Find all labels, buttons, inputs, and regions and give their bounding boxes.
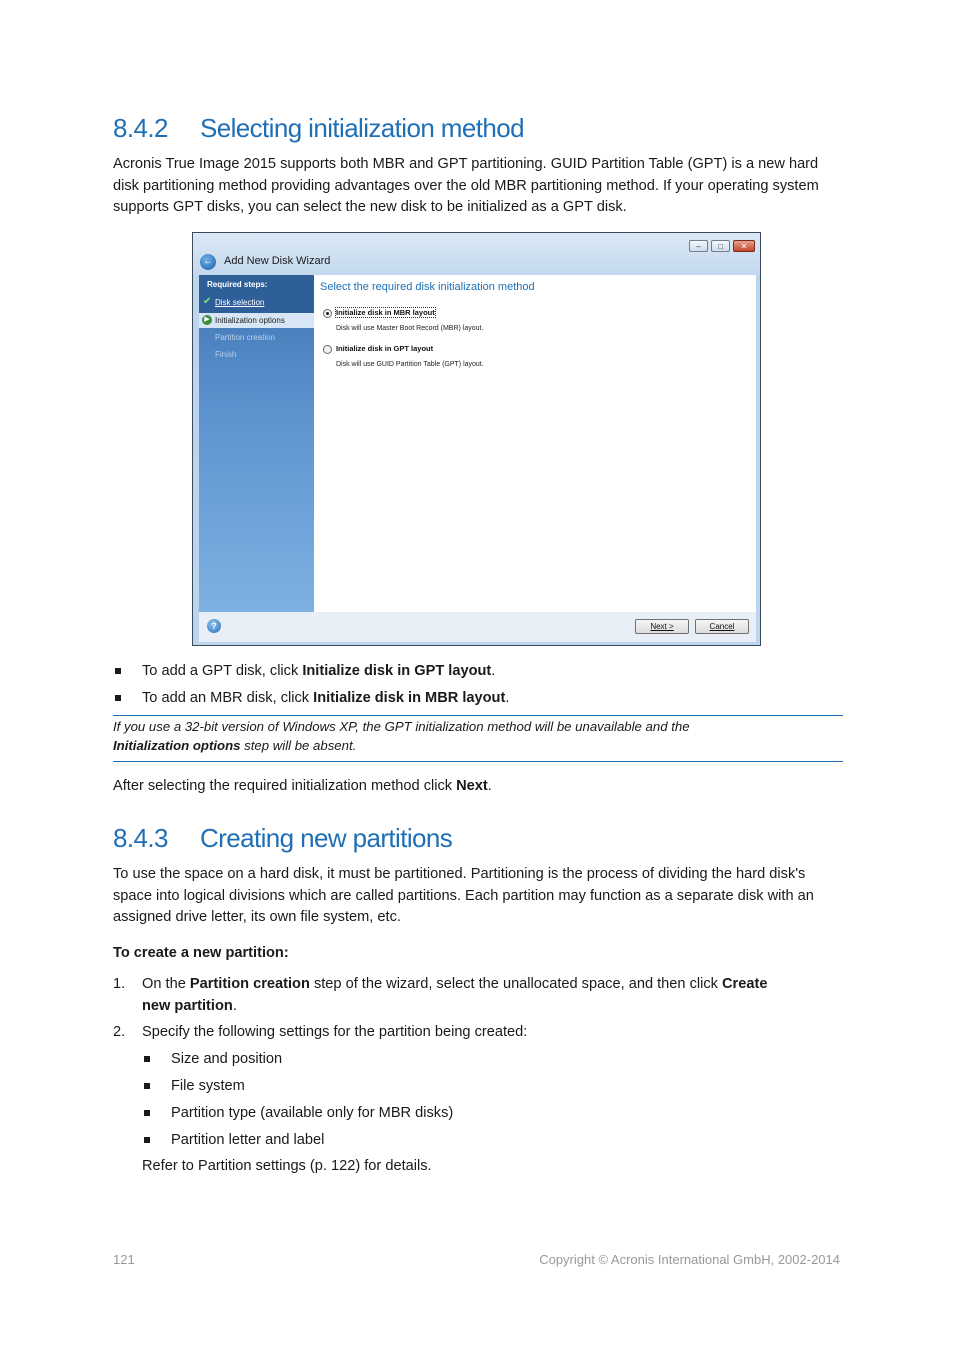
bullet-text: To add an MBR disk, click xyxy=(142,690,314,706)
option-mbr-description: Disk will use Master Boot Record (MBR) layout. xyxy=(336,325,484,332)
bullet-square-icon xyxy=(144,1056,150,1062)
sidebar-item-partition-creation: Partition creation xyxy=(215,333,276,342)
option-gpt-description: Disk will use GUID Partition Table (GPT) layout. xyxy=(336,361,484,368)
minimize-button[interactable]: – xyxy=(689,240,708,252)
step-1-punct: . xyxy=(232,997,237,1014)
after-select-punct: . xyxy=(487,778,492,794)
radio-gpt[interactable] xyxy=(323,345,332,354)
step-2 xyxy=(113,1022,843,1044)
refer-text: Refer to Partition settings (p. 122) for details. xyxy=(142,1158,432,1174)
bullet-square-icon xyxy=(144,1137,150,1143)
wizard-content xyxy=(314,275,756,612)
note-line-1: If you use a 32-bit version of Windows XP, the GPT initialization method will be unavailable and the xyxy=(113,719,690,734)
back-arrow-icon[interactable]: ← xyxy=(200,254,216,270)
bullet-punct: . xyxy=(505,690,510,706)
content-title: Select the required disk initialization method xyxy=(320,281,535,293)
sub-bullet-text: Partition letter and label xyxy=(171,1132,325,1148)
radio-mbr[interactable] xyxy=(323,309,332,318)
step-1-bold-1: Partition creation xyxy=(189,976,310,992)
close-button[interactable]: ✕ xyxy=(733,240,755,252)
option-mbr-label[interactable]: Initialize disk in MBR layout xyxy=(336,308,435,317)
section-title: Creating new partitions xyxy=(200,823,453,853)
copyright: Copyright © Acronis International GmbH, 2002-2014 xyxy=(539,1252,840,1267)
sidebar-item-initialization-options[interactable]: Initialization options xyxy=(215,316,285,325)
section-heading-842 xyxy=(113,113,524,144)
section-number: 8.4.2 xyxy=(113,113,168,143)
step-2-text: Specify the following settings for the partition being created: xyxy=(142,1024,528,1040)
note-box xyxy=(113,717,843,755)
section-title: Selecting initialization method xyxy=(200,113,524,143)
sub-bullet-text: Size and position xyxy=(171,1051,283,1067)
note-rule-top xyxy=(113,715,843,716)
step-1-bold-2: Create xyxy=(722,976,768,992)
section-heading-843 xyxy=(113,823,452,854)
wizard-button-bar xyxy=(199,612,756,642)
wizard-sidebar xyxy=(199,275,314,612)
bullet-text: To add a GPT disk, click xyxy=(142,663,303,679)
sub-bullet-text: Partition type (available only for MBR disks) xyxy=(171,1105,454,1121)
procedure-heading: To create a new partition: xyxy=(113,945,289,961)
sidebar-item-finish: Finish xyxy=(215,350,237,359)
next-button[interactable]: Next > xyxy=(635,619,689,634)
bullet-punct: . xyxy=(491,663,496,679)
intro-paragraph-843: To use the space on a hard disk, it must be partitioned. Partitioning is the process of dividing the hard disk's space into logical divisions which are called partitions. Each partition may function as a separate disk with an assigned drive letter, its own file system, etc. xyxy=(113,866,814,925)
sidebar-item-disk-selection[interactable]: Disk selection xyxy=(215,298,265,307)
note-bold: Initialization options xyxy=(113,738,241,753)
note-line-2 xyxy=(113,736,843,755)
bullet-bold: Initialize disk in GPT layout xyxy=(302,663,492,679)
sidebar-heading: Required steps: xyxy=(207,280,268,289)
option-gpt-label[interactable]: Initialize disk in GPT layout xyxy=(336,344,434,353)
page-number: 121 xyxy=(113,1252,135,1267)
check-icon: ✔ xyxy=(203,296,212,307)
bullet-bold: Initialize disk in MBR layout xyxy=(313,690,506,706)
sub-bullet-text: File system xyxy=(171,1078,245,1094)
step-1-text-c: step of the wizard, select the unallocated space, and then click xyxy=(309,976,723,992)
step-1 xyxy=(113,974,843,1018)
bullet-square-icon xyxy=(144,1083,150,1089)
window-title: Add New Disk Wizard xyxy=(224,255,331,267)
step-number: 1. xyxy=(113,976,126,992)
bullet-square-icon xyxy=(115,668,121,674)
after-select-bold: Next xyxy=(456,778,488,794)
bullet-square-icon xyxy=(144,1110,150,1116)
maximize-button[interactable]: □ xyxy=(711,240,730,252)
after-select-paragraph xyxy=(113,776,843,798)
step-number: 2. xyxy=(113,1024,126,1040)
section-number: 8.4.3 xyxy=(113,823,168,853)
wizard-window xyxy=(192,232,761,646)
after-select-text: After selecting the required initialization method click xyxy=(113,778,457,794)
bullet-square-icon xyxy=(115,695,121,701)
cancel-button[interactable]: Cancel xyxy=(695,619,749,634)
note-rule-bottom xyxy=(113,761,843,762)
arrow-right-icon: ▶ xyxy=(202,315,212,325)
intro-paragraph-842: Acronis True Image 2015 supports both MBR and GPT partitioning. GUID Partition Table (GPT) is a new hard disk partitioning method providing advantages over the old MBR partitioning method. If your operating system supports GPT disks, you can select the new disk to be initialized as a GPT disk. xyxy=(113,156,819,215)
step-1-text-a: On the xyxy=(142,976,190,992)
step-1-bold-3: new partition xyxy=(142,997,233,1014)
help-icon[interactable]: ? xyxy=(207,619,221,633)
title-bar xyxy=(193,233,760,275)
note-line-2-text: step will be absent. xyxy=(240,738,357,753)
